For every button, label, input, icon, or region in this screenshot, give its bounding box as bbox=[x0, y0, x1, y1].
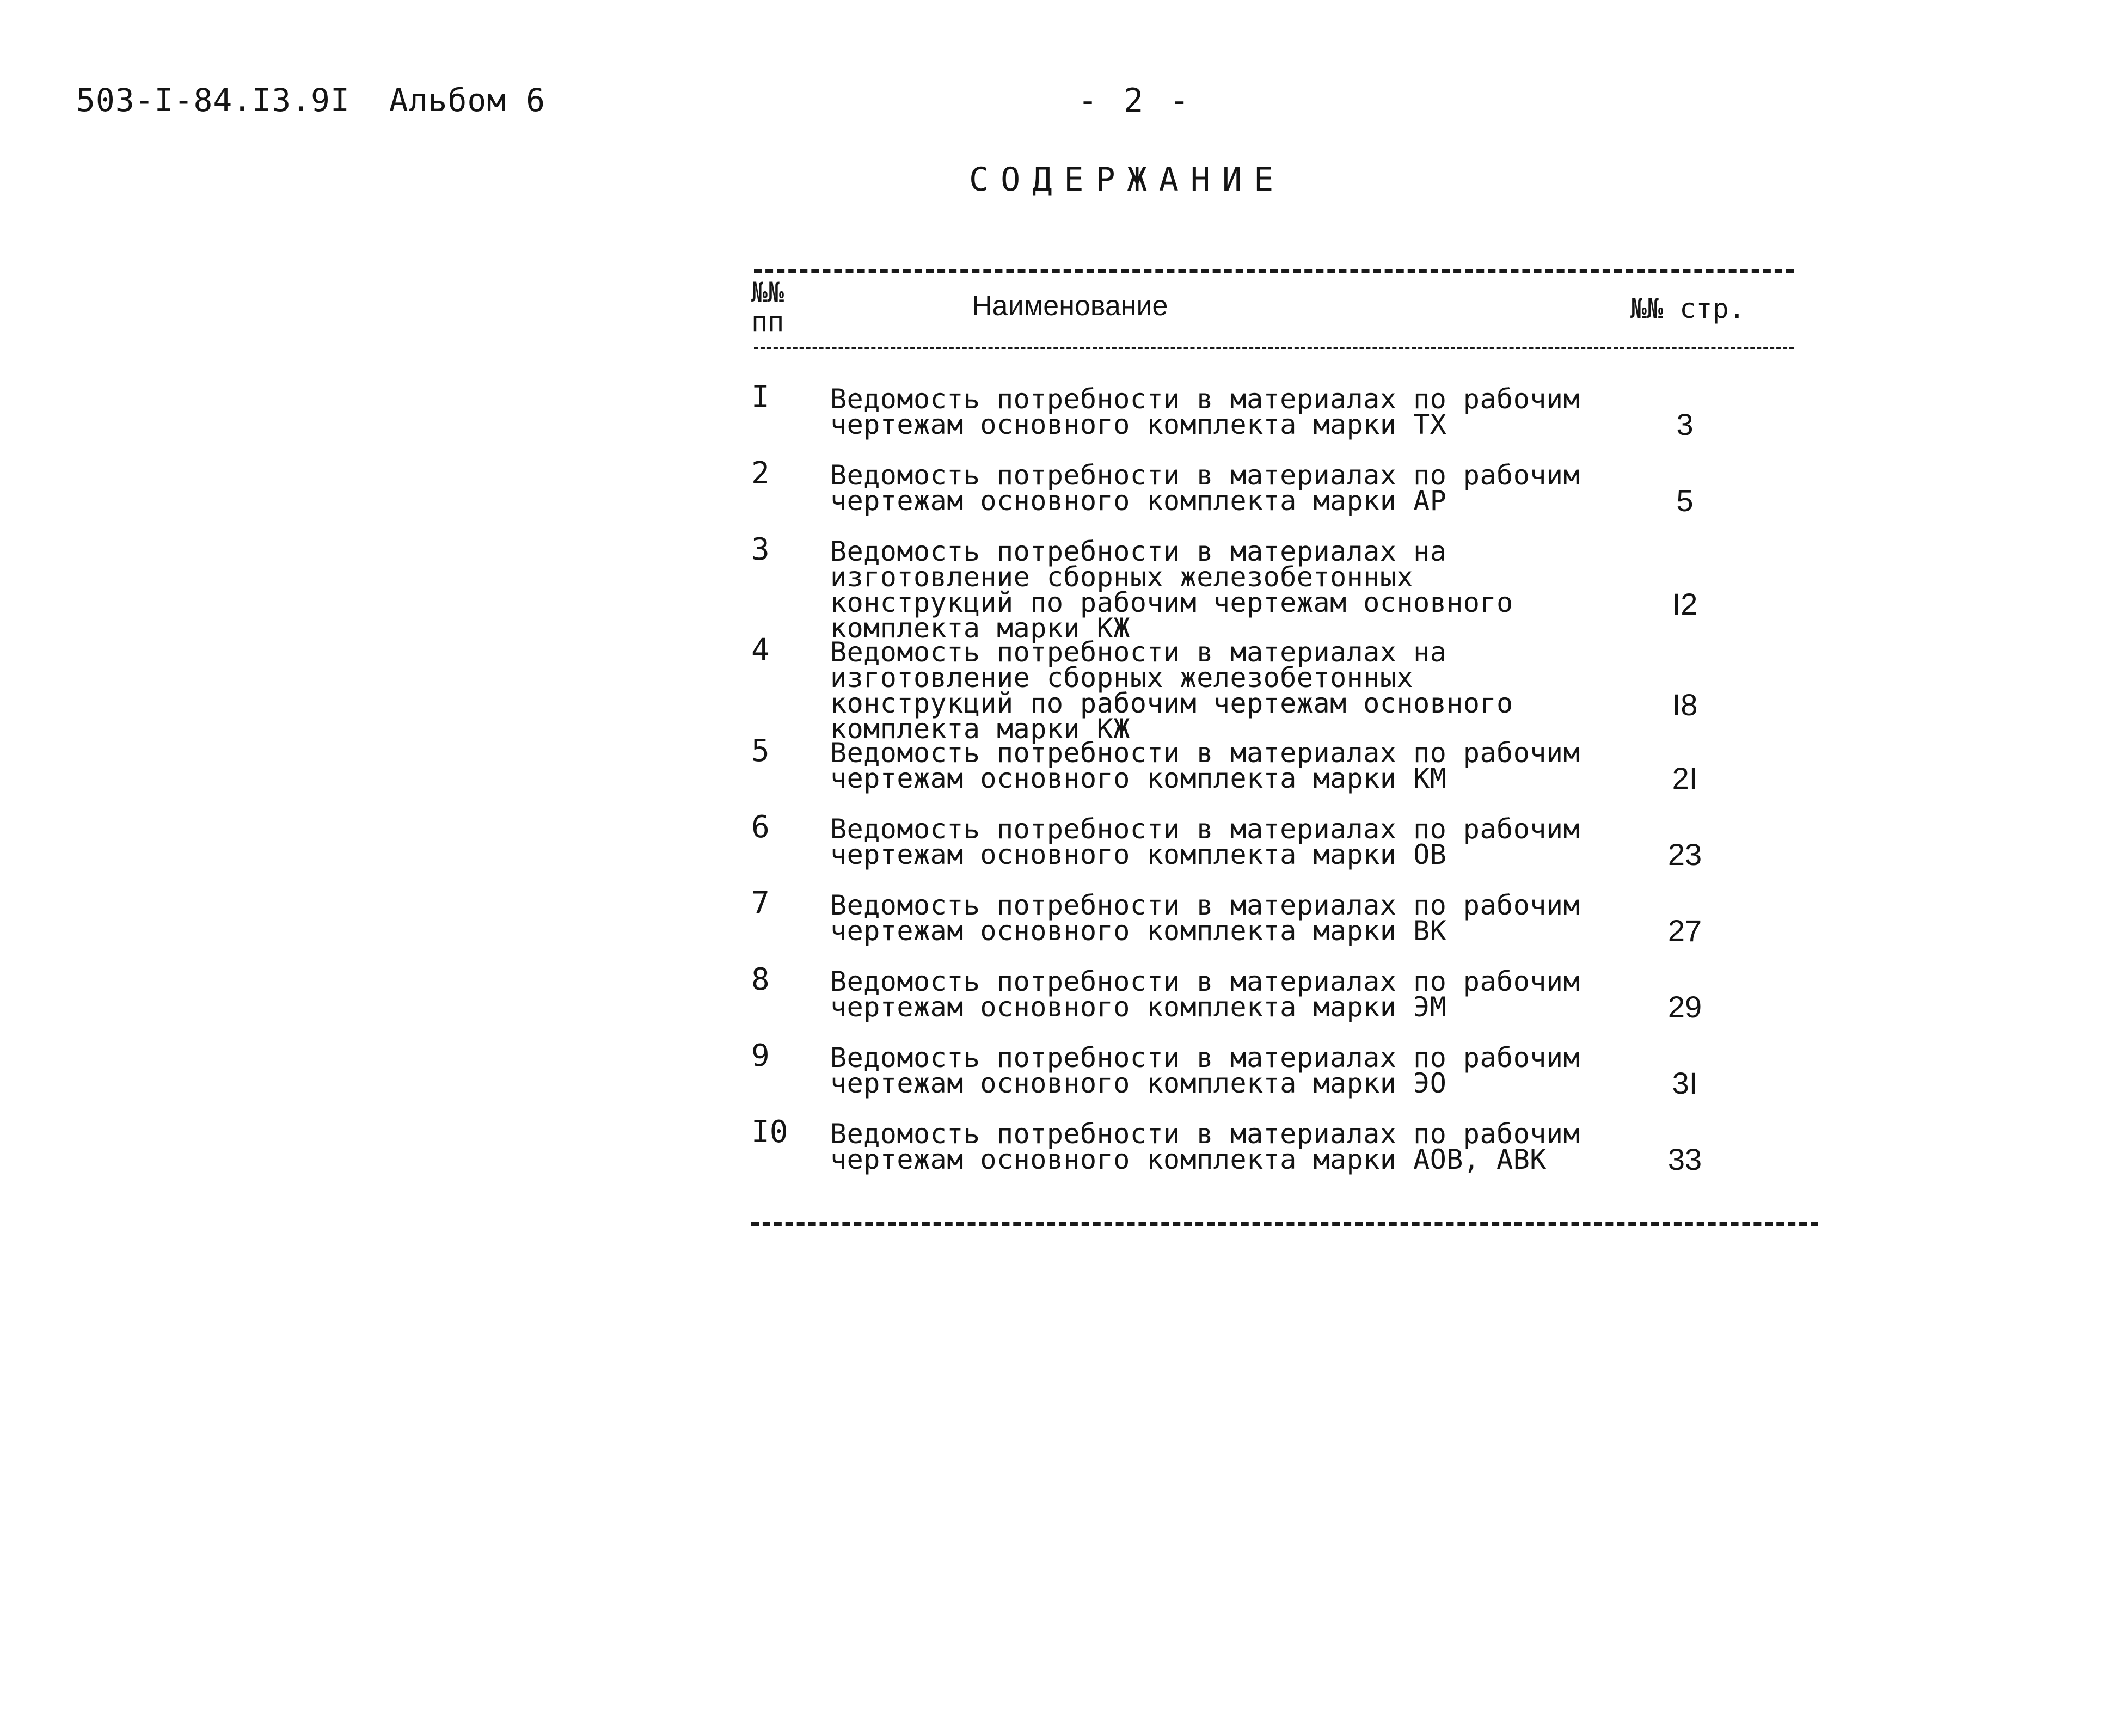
column-header-number-label: №№ пп bbox=[751, 277, 784, 338]
entry-number: 9 bbox=[751, 1038, 770, 1074]
entry-page-number: 2I bbox=[1672, 761, 1698, 795]
page-number: - 2 - bbox=[1078, 82, 1193, 120]
entry-page-number: 3 bbox=[1676, 407, 1694, 441]
document-code: 503-I-84.I3.9I Альбом 6 bbox=[76, 82, 546, 119]
table-bottom-rule bbox=[751, 1222, 1818, 1226]
entry-page-number: 33 bbox=[1667, 1142, 1702, 1176]
entry-title: Ведомость потребности в материалах на изготовление сборных железобетонных конструкций по рабочим чертежам основного комплекта марки КЖ bbox=[830, 636, 1513, 745]
entry-title: Ведомость потребности в материалах по рабочим чертежам основного комплекта марки ТХ bbox=[830, 383, 1580, 440]
entry-number: 6 bbox=[751, 809, 770, 845]
entry-number: 7 bbox=[751, 886, 770, 921]
entry-number: 3 bbox=[751, 532, 770, 567]
header-bottom-rule bbox=[754, 347, 1794, 349]
entry-page-number: 29 bbox=[1667, 990, 1702, 1024]
column-header-name: Наименование bbox=[972, 290, 1168, 322]
entry-number: 8 bbox=[751, 962, 770, 997]
entry-title: Ведомость потребности в материалах по рабочим чертежам основного комплекта марки ВК bbox=[830, 890, 1580, 947]
entry-number: 5 bbox=[751, 733, 770, 769]
entry-page-number: I8 bbox=[1672, 688, 1698, 722]
entry-title: Ведомость потребности в материалах по рабочим чертежам основного комплекта марки АОВ, АВК bbox=[830, 1118, 1580, 1175]
entry-page-number: 3I bbox=[1672, 1066, 1698, 1100]
table-top-rule bbox=[754, 269, 1794, 273]
entry-page-number: 27 bbox=[1667, 913, 1702, 948]
column-header-number bbox=[751, 278, 800, 336]
entry-title: Ведомость потребности в материалах по рабочим чертежам основного комплекта марки ЭМ bbox=[830, 966, 1580, 1023]
entry-title: Ведомость потребности в материалах на изготовление сборных железобетонных конструкций по рабочим чертежам основного комплекта марки КЖ bbox=[830, 536, 1513, 644]
entry-title: Ведомость потребности в материалах по рабочим чертежам основного комплекта марки АР bbox=[830, 459, 1580, 517]
column-header-page: №№ стр. bbox=[1630, 293, 1745, 324]
entry-page-number: 5 bbox=[1676, 483, 1694, 518]
page-title: СОДЕРЖАНИЕ bbox=[969, 161, 1286, 199]
entry-number: 4 bbox=[751, 633, 770, 668]
entry-page-number: I2 bbox=[1672, 587, 1698, 621]
entry-title: Ведомость потребности в материалах по рабочим чертежам основного комплекта марки КМ bbox=[830, 737, 1580, 794]
entry-title: Ведомость потребности в материалах по рабочим чертежам основного комплекта марки ЭО bbox=[830, 1042, 1580, 1099]
entry-number: 2 bbox=[751, 456, 770, 491]
entry-title: Ведомость потребности в материалах по рабочим чертежам основного комплекта марки ОВ bbox=[830, 813, 1580, 870]
entry-number: I0 bbox=[751, 1114, 788, 1150]
entry-page-number: 23 bbox=[1667, 837, 1702, 872]
entry-number: I bbox=[751, 379, 770, 415]
